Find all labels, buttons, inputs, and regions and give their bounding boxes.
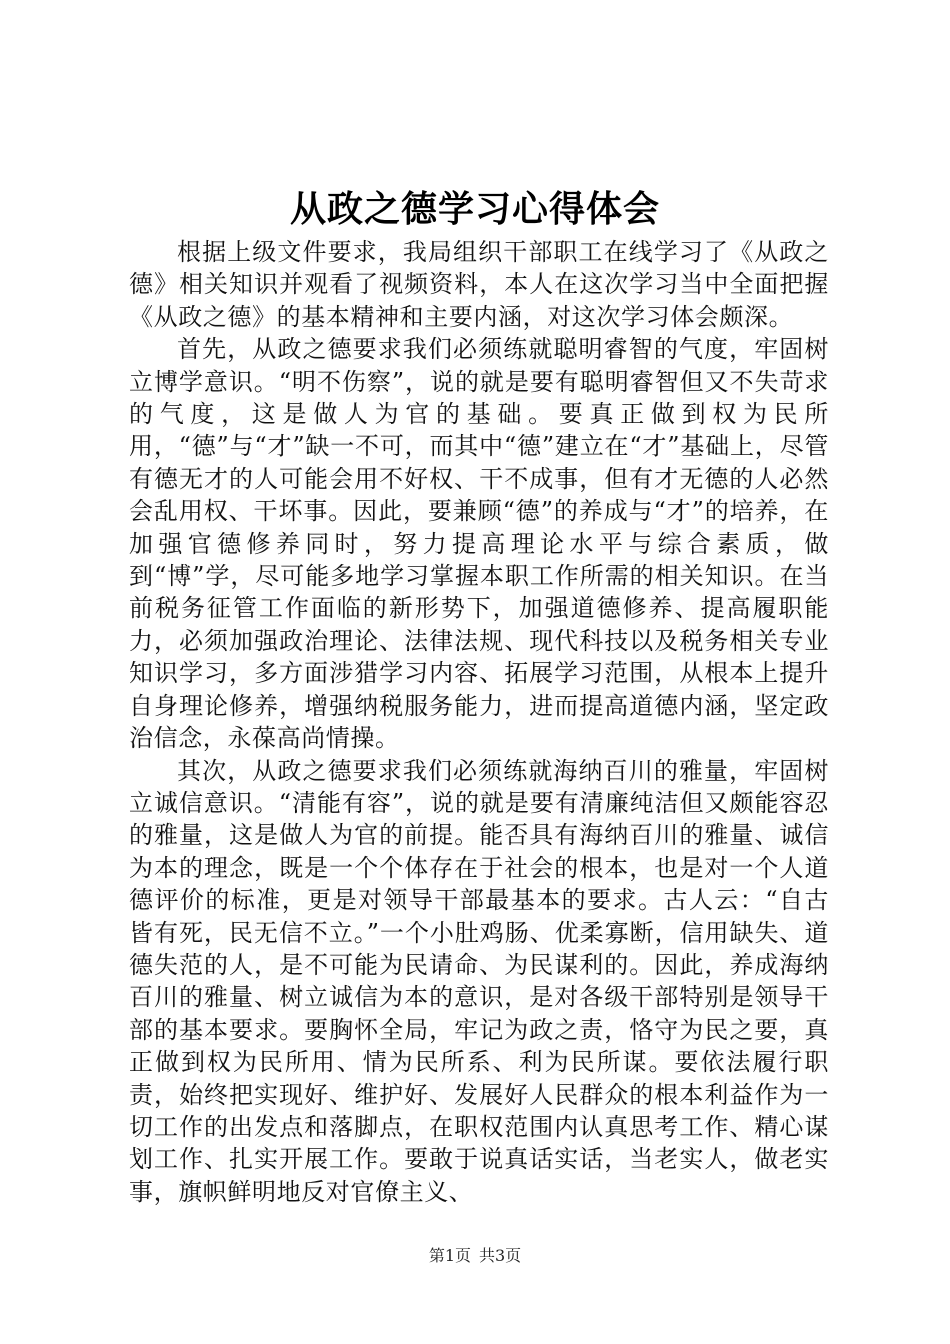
page-total: 共3页 [479, 1246, 522, 1265]
page-footer [0, 1245, 950, 1267]
paragraph: 其次，从政之德要求我们必须练就海纳百川的雅量，牢固树立诚信意识。“清能有容”，说的就是要有清廉纯洁但又颇能容忍的雅量，这是做人为官的前提。能否具有海纳百川的雅量、诚信为本的理念，既是一个个体存在于社会的根本，也是对一个人道德评价的标准，更是对领导干部最基本的要求。古人云：“自古皆有死，民无信不立。”一个小肚鸡肠、优柔寡断，信用缺失、道德失范的人，是不可能为民请命、为民谋利的。因此，养成海纳百川的雅量、树立诚信为本的意识，是对各级干部特别是领导干部的基本要求。要胸怀全局，牢记为政之责，恪守为民之要，真正做到权为民所用、情为民所系、利为民所谋。要依法履行职责，始终把实现好、维护好、发展好人民群众的根本利益作为一切工作的出发点和落脚点，在职权范围内认真思考工作、精心谋划工作、扎实开展工作。要敢于说真话实话，当老实人，做老实事，旗帜鲜明地反对官僚主义、 [129, 756, 829, 1206]
page-number: 第1页 [428, 1246, 471, 1265]
paragraph: 根据上级文件要求，我局组织干部职工在线学习了《从政之德》相关知识并观看了视频资料，本人在这次学习当中全面把握《从政之德》的基本精神和主要内涵，对这次学习体会颇深。 [129, 238, 829, 331]
document-body [129, 236, 829, 1208]
paragraph: 首先，从政之德要求我们必须练就聪明睿智的气度，牢固树立博学意识。“明不伤察”，说的就是要有聪明睿智但又不失苛求的气度，这是做人为官的基础。要真正做到权为民所用，“德”与“才”缺一不可，而其中“德”建立在“才”基础上，尽管有德无才的人可能会用不好权、干不成事，但有才无德的人必然会乱用权、干坏事。因此，要兼顾“德”的养成与“才”的培养，在加强官德修养同时，努力提高理论水平与综合素质，做到“博”学，尽可能多地学习掌握本职工作所需的相关知识。在当前税务征管工作面临的新形势下，加强道德修养、提高履职能力，必须加强政治理论、法律法规、现代科技以及税务相关专业知识学习，多方面涉猎学习内容、拓展学习范围，从根本上提升自身理论修养，增强纳税服务能力，进而提高道德内涵，坚定政治信念，永葆高尚情操。 [129, 335, 829, 753]
document-title: 从政之德学习心得体会 [289, 188, 660, 230]
